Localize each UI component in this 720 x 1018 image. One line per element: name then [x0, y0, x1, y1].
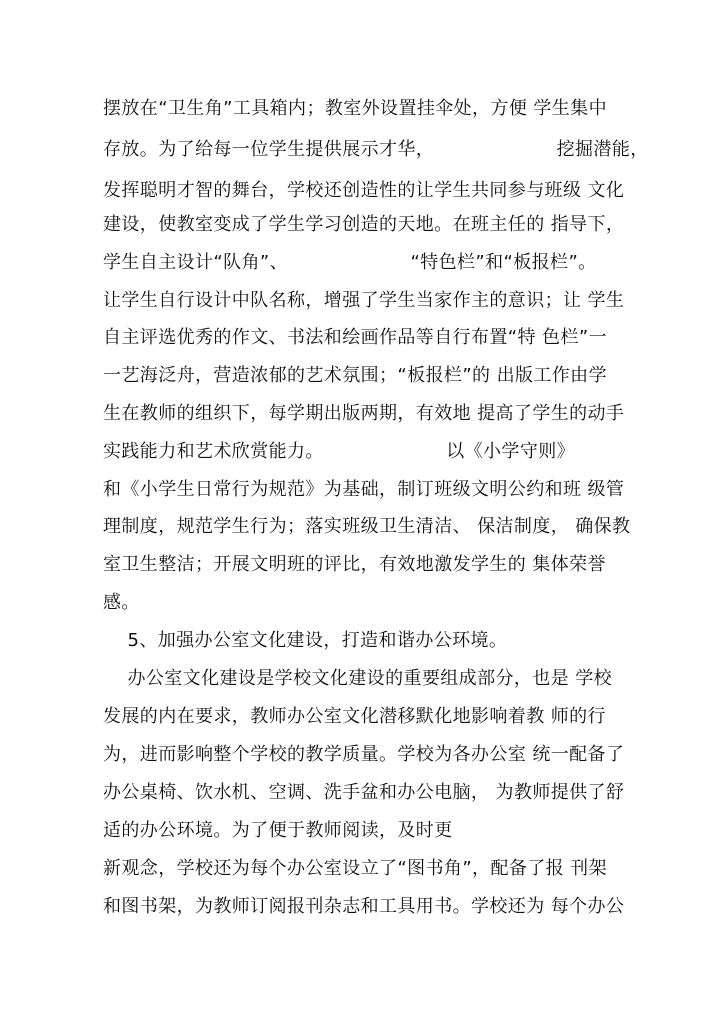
text-line: 发挥聪明才智的舞台，学校还创造性的让学生共同参与班级 文化	[103, 180, 625, 201]
text-line: 新观念，学校还为每个办公室设立了“图书角”，配备了报 刊架	[103, 858, 607, 879]
text-line: 发展的内在要求，教师办公室文化潜移默化地影响着教 师的行	[103, 706, 606, 727]
text-line: 室卫生整洁；开展文明班的评比，有效地激发学生的 集体荣誉	[103, 554, 606, 575]
text-line: 建设，使教室变成了学生学习创造的天地。在班主任的 指导下，	[103, 214, 625, 235]
text-line: 适的办公环境。为了便于教师阅读，及时更	[103, 820, 453, 841]
text-line: 自主评选优秀的作文、书法和绘画作品等自行布置“特 色栏”一	[103, 327, 607, 348]
text-line: 办公室文化建设是学校文化建设的重要组成部分，也是 学校	[103, 668, 613, 689]
text-line: 学生自主设计“队角”、 “特色栏”和“板报栏”。	[103, 252, 597, 273]
text-line: 和图书架，为教师订阅报刊杂志和工具用书。学校还为 每个办公	[103, 896, 625, 917]
text-line: 存放。为了给每一位学生提供展示才华， 挖掘潜能，	[103, 139, 649, 160]
text-line: 感。	[103, 592, 140, 613]
text-line: 理制度，规范学生行为；落实班级卫生清洁、 保洁制度， 确保教	[103, 516, 631, 537]
text-line: 实践能力和艺术欣赏能力。 以《小学守则》	[103, 441, 576, 462]
text-line: 办公桌椅、饮水机、空调、洗手盆和办公电脑， 为教师提供了舒	[103, 782, 625, 803]
text-line: 为，进而影响整个学校的教学质量。学校为各办公室 统一配备了	[103, 744, 625, 765]
text-line: 和《小学生日常行为规范》为基础，制订班级文明公约和班 级管	[103, 479, 625, 500]
text-line: 一艺海泛舟，营造浓郁的艺术氛围；“板报栏”的 出版工作由学	[103, 365, 607, 386]
text-line: 让学生自行设计中队名称，增强了学生当家作主的意识；让 学生	[103, 290, 625, 311]
section-heading: 5、加强办公室文化建设，打造和谐办公环境。	[103, 630, 508, 651]
text-line: 摆放在“卫生角”工具箱内；教室外设置挂伞处，方便 学生集中	[103, 98, 607, 119]
text-line: 生在教师的组织下，每学期出版两期，有效地 提高了学生的动手	[103, 403, 625, 424]
